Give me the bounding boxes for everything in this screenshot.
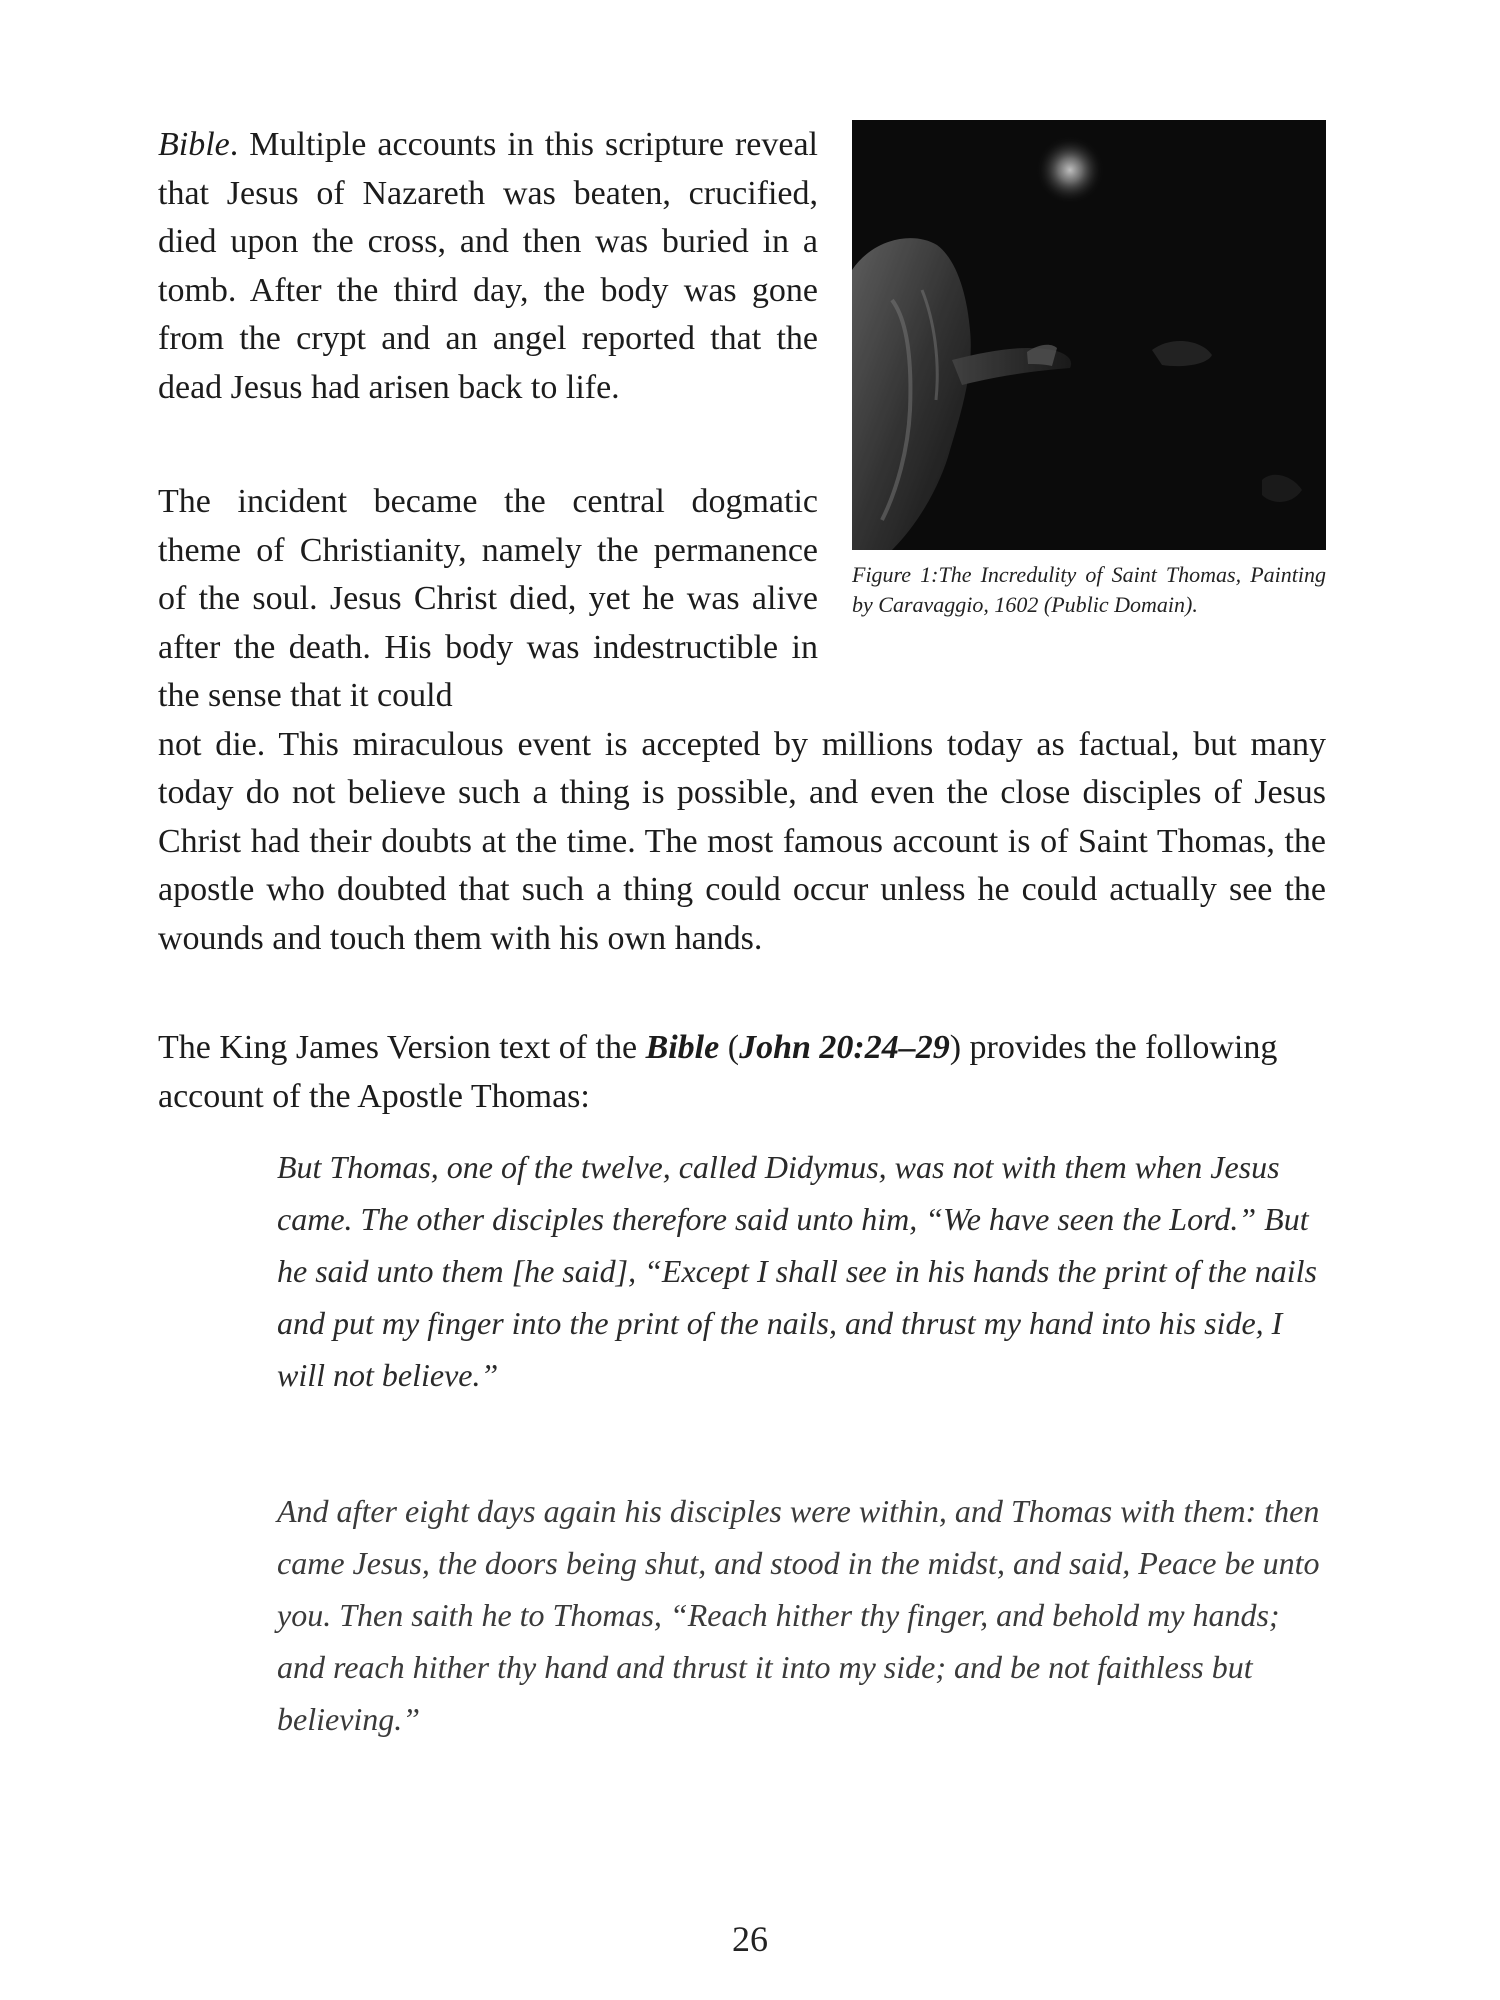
paragraph-3	[158, 1024, 1326, 1121]
painting-illustration	[852, 120, 1326, 550]
painting-image	[852, 120, 1326, 550]
figure-caption: Figure 1:The Incredulity of Saint Thomas, Painting by Caravaggio, 1602 (Public Domain).	[852, 562, 1326, 617]
paragraph-2-full-width-part: not die. This miraculous event is accepted by millions today as factual, but many today do not believe such a thing is possible, and even the close disciples of Jesus Christ had their doubts at the time. The most famous account is of Saint Thomas, the apostle who doubted that such a thing could occur unless he could actually see the wounds and touch them with his own hands.	[158, 725, 1326, 957]
block-quote-1: But Thomas, one of the twelve, called Didymus, was not with them when Jesus came. The other disciples therefore said unto him, “We have seen the Lord.” But he said unto them [he said], “Except I shall see in his hands the print of the nails and put my finger into the print of the nails, and thrust my hand into his side, I will not believe.”	[277, 1149, 1317, 1393]
page-number: 26	[732, 1919, 768, 1959]
bible-bold-word: Bible	[645, 1029, 720, 1066]
paragraph-1	[158, 121, 818, 412]
scripture-reference: John 20:24–29	[739, 1029, 950, 1066]
block-quote-2: And after eight days again his disciples were within, and Thomas with them: then came Jesus, the doors being shut, and stood in the midst, and said, Peace be unto you. Then saith he to Thomas, “Reach hither thy finger, and behold my hands; and reach hither thy hand and thrust it into my side; and be not faithless but believing.”	[277, 1493, 1320, 1737]
paragraph-2-wrapped-part: The incident became the central dogmatic theme of Christianity, namely the permanence of the soul. Jesus Christ died, yet he was alive after the death. His body was indestructible in the sense that it could	[158, 483, 818, 714]
paragraph-3-rest: provides the following account of the Apostle Thomas:	[158, 1029, 1278, 1115]
paren-open: (	[719, 1029, 740, 1066]
paren-close: )	[949, 1029, 962, 1066]
figure	[852, 120, 1326, 620]
paragraph-1-text: . Multiple accounts in this scripture reveal that Jesus of Nazareth was beaten, crucified, died upon the cross, and then was buried in a tomb. After the third day, the body was gone from the crypt and an angel reported that the dead Jesus had arisen back to life.	[158, 126, 818, 406]
paragraph-3-intro: The King James Version text of the	[158, 1029, 646, 1066]
bible-italic-word: Bible	[158, 126, 230, 163]
